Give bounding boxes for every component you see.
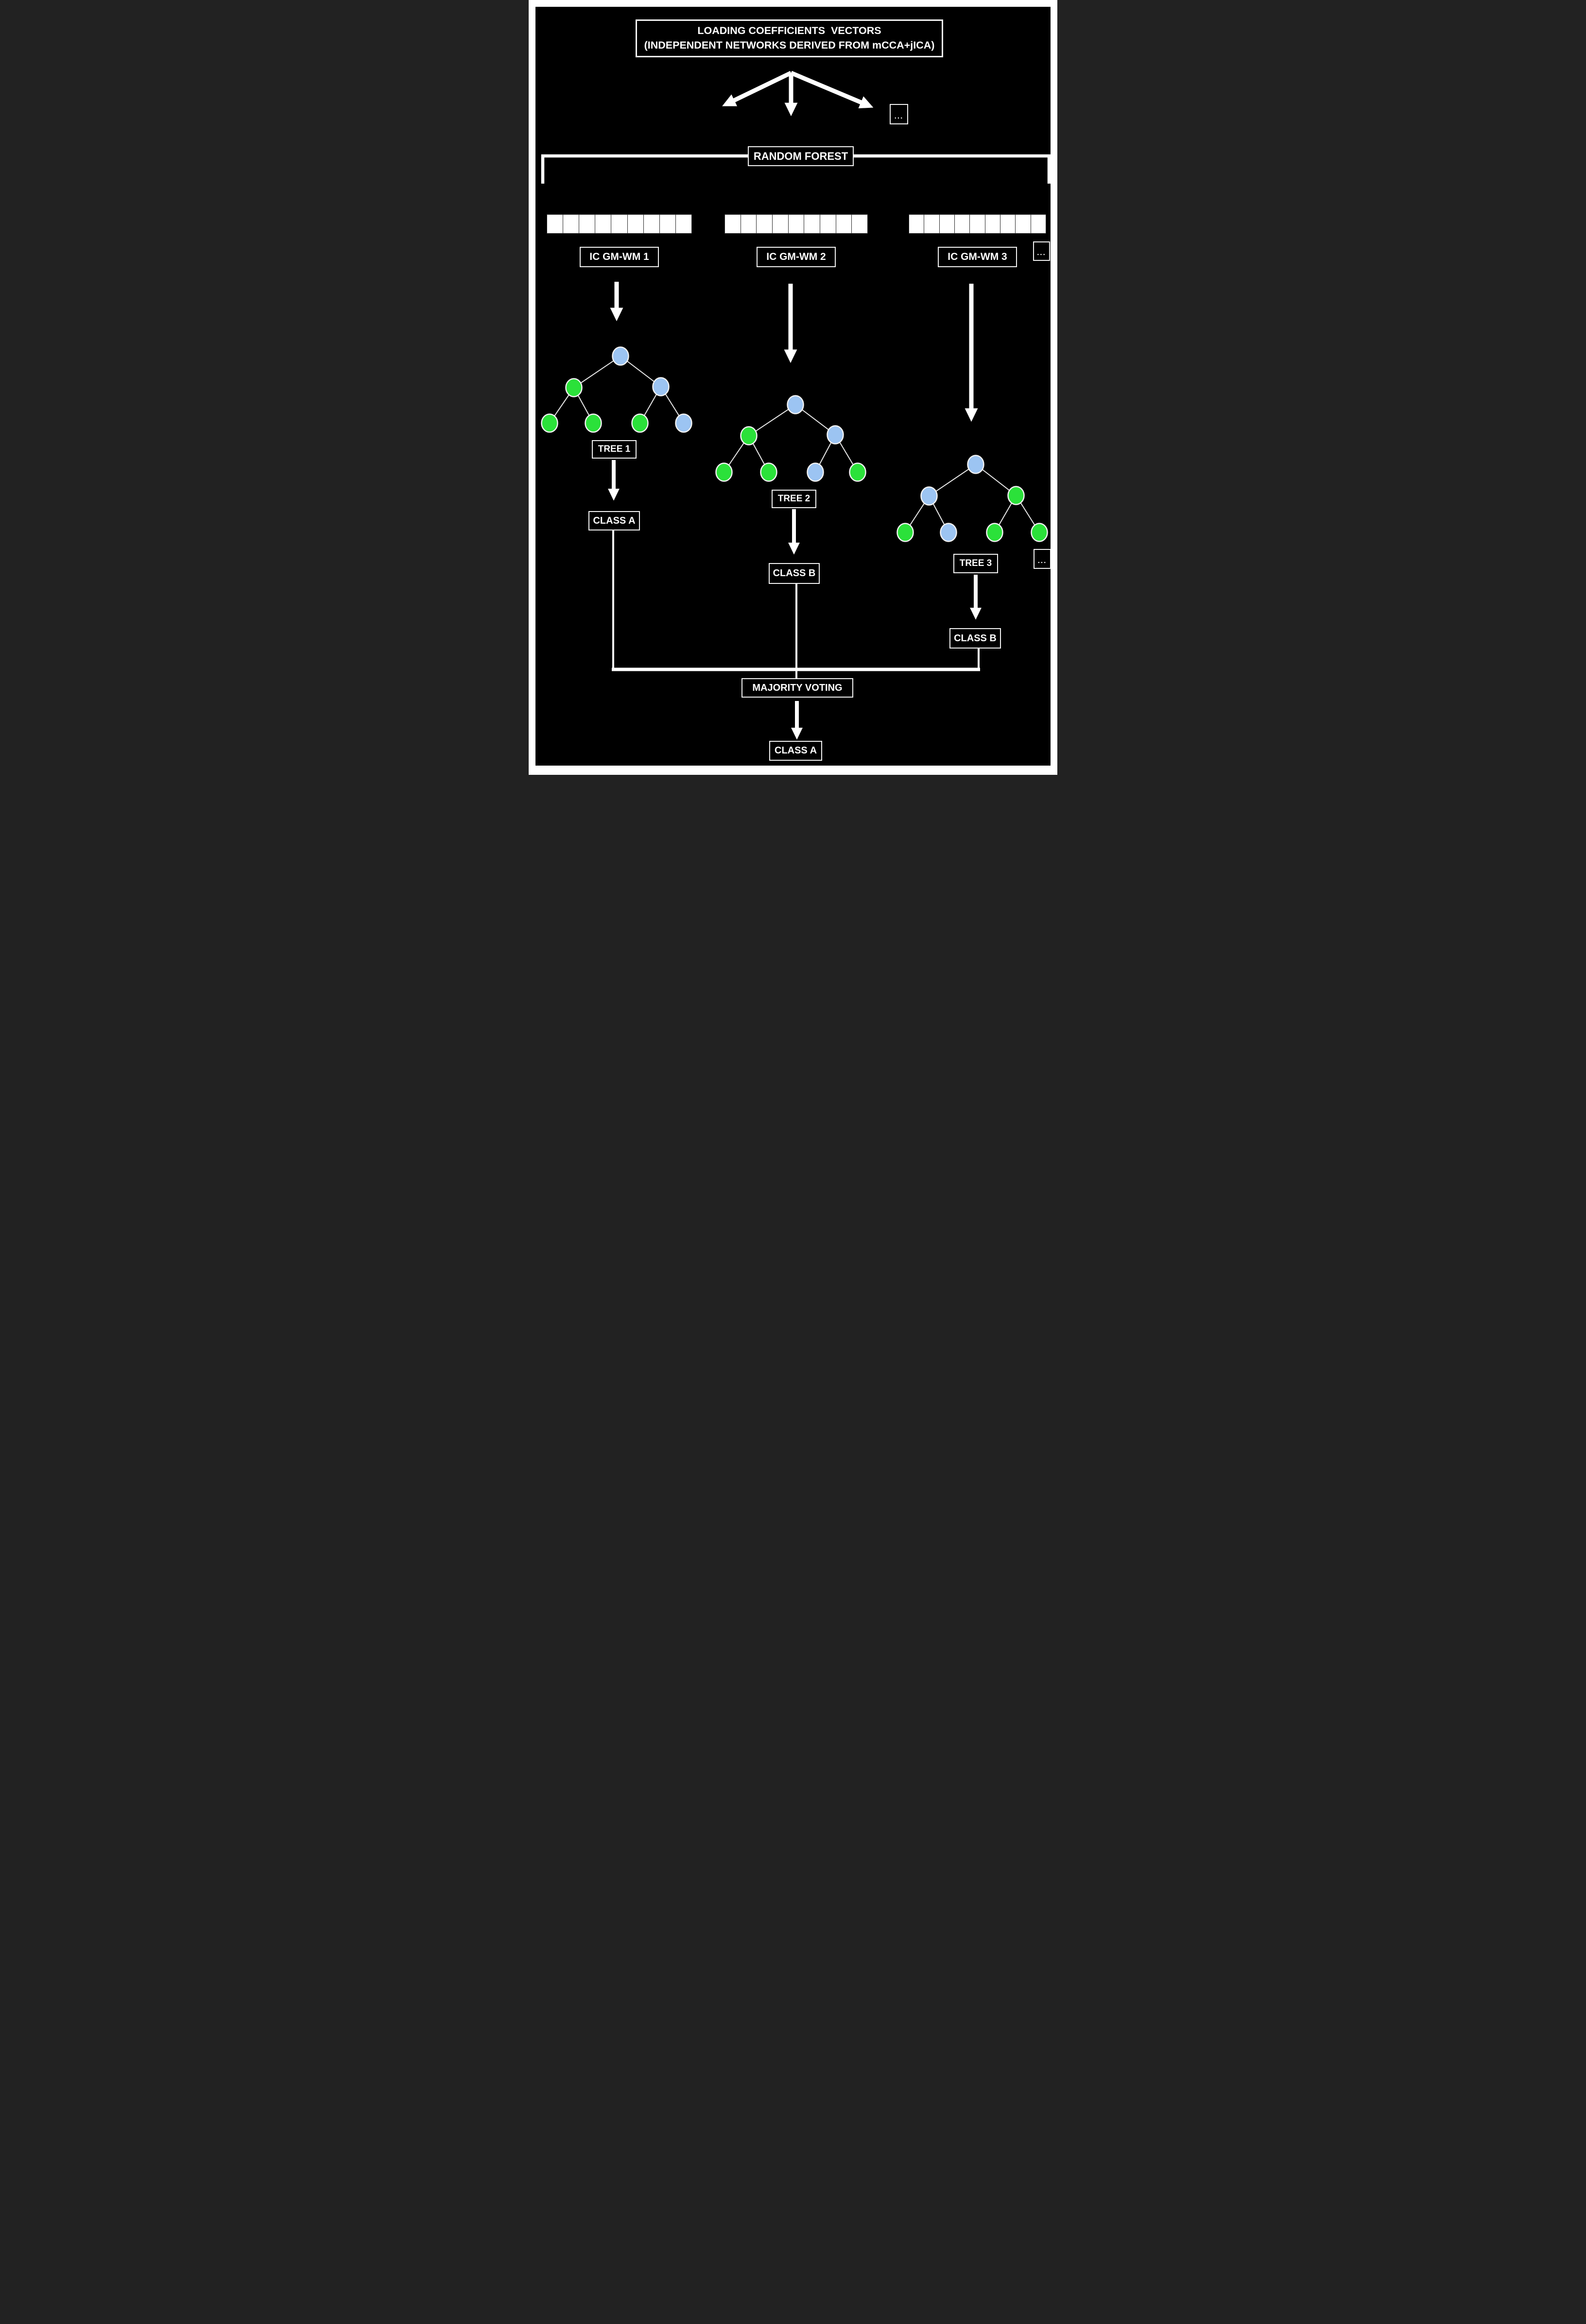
title-line-1: LOADING COEFFICIENTS VECTORS	[697, 25, 881, 37]
tree-node-blue	[827, 426, 844, 444]
fan-arrows	[733, 73, 862, 104]
tree-node-green	[1008, 487, 1024, 505]
tree-node-green	[716, 463, 732, 481]
tree-node-blue	[808, 463, 824, 481]
tree-node-blue	[941, 524, 957, 542]
final-class-box: CLASS A	[769, 741, 822, 761]
tree-node-green	[741, 427, 757, 445]
vector-cell	[1000, 214, 1016, 234]
vector-cell	[1031, 214, 1046, 234]
class-result-tree-2: CLASS B	[769, 563, 820, 584]
tree-node-blue	[921, 487, 937, 505]
majority-voting-connector	[612, 530, 980, 679]
vector-cell	[644, 214, 660, 234]
vector-cell	[595, 214, 611, 234]
ellipsis-trees: ...	[1034, 549, 1051, 569]
tree-node-green	[632, 414, 648, 432]
vector-cell	[676, 214, 692, 234]
ellipsis-vectors: ...	[1033, 241, 1050, 261]
vector-cell	[773, 214, 789, 234]
vector-cell	[820, 214, 836, 234]
vector-cell	[563, 214, 579, 234]
label-tree-3: TREE 3	[953, 554, 998, 573]
vector-cell	[804, 214, 820, 234]
tree-node-blue	[968, 456, 984, 474]
tree-node-blue	[676, 414, 692, 432]
vector-cell	[940, 214, 955, 234]
class-result-tree-1: CLASS A	[588, 511, 640, 530]
vector-cell	[789, 214, 805, 234]
tree-node-green	[897, 524, 914, 542]
vector-cell	[924, 214, 939, 234]
vector-cell	[741, 214, 757, 234]
vector-cell	[611, 214, 627, 234]
feature-vector-row-1	[547, 214, 692, 234]
tree-node-green	[850, 463, 866, 481]
vector-to-tree-arrows	[617, 282, 971, 410]
label-tree-1: TREE 1	[592, 440, 637, 459]
vector-cell	[836, 214, 852, 234]
vector-cell	[660, 214, 676, 234]
vector-cell	[909, 214, 924, 234]
feature-vector-row-2	[724, 214, 868, 234]
tree-node-blue	[613, 347, 629, 365]
majority-voting-box: MAJORITY VOTING	[741, 678, 853, 698]
vector-cell	[1016, 214, 1031, 234]
title-line-2: (INDEPENDENT NETWORKS DERIVED FROM mCCA+jICA)	[644, 39, 935, 51]
tree-node-blue	[788, 396, 804, 414]
vector-cell	[757, 214, 773, 234]
connector-layer	[529, 0, 1057, 775]
vector-cell	[970, 214, 985, 234]
vector-cell	[547, 214, 563, 234]
label-tree-2: TREE 2	[772, 490, 816, 508]
label-ic-gm-wm-1: IC GM-WM 1	[580, 247, 659, 267]
vector-cell	[628, 214, 644, 234]
vector-cell	[852, 214, 868, 234]
vector-cell	[724, 214, 741, 234]
loading-coefficients-box	[636, 19, 943, 57]
tree-node-green	[987, 524, 1003, 542]
label-ic-gm-wm-2: IC GM-WM 2	[757, 247, 836, 267]
tree-node-green	[542, 414, 558, 432]
vector-cell	[579, 214, 595, 234]
random-forest-label: RANDOM FOREST	[748, 146, 854, 166]
tree-node-green	[566, 379, 582, 397]
figure-page	[529, 0, 1057, 775]
tree-node-green	[761, 463, 777, 481]
feature-vector-row-3	[909, 214, 1046, 234]
tree-node-blue	[653, 378, 669, 396]
class-result-tree-3: CLASS B	[949, 628, 1001, 649]
fan-arrow-right	[791, 73, 862, 103]
label-ic-gm-wm-3: IC GM-WM 3	[938, 247, 1017, 267]
tree-node-green	[586, 414, 602, 432]
tree-to-class-arrows	[614, 460, 976, 609]
fan-arrow-left	[733, 73, 791, 101]
ellipsis-top: ...	[890, 104, 908, 124]
vector-cell	[955, 214, 970, 234]
tree-node-green	[1032, 524, 1048, 542]
vector-cell	[985, 214, 1000, 234]
